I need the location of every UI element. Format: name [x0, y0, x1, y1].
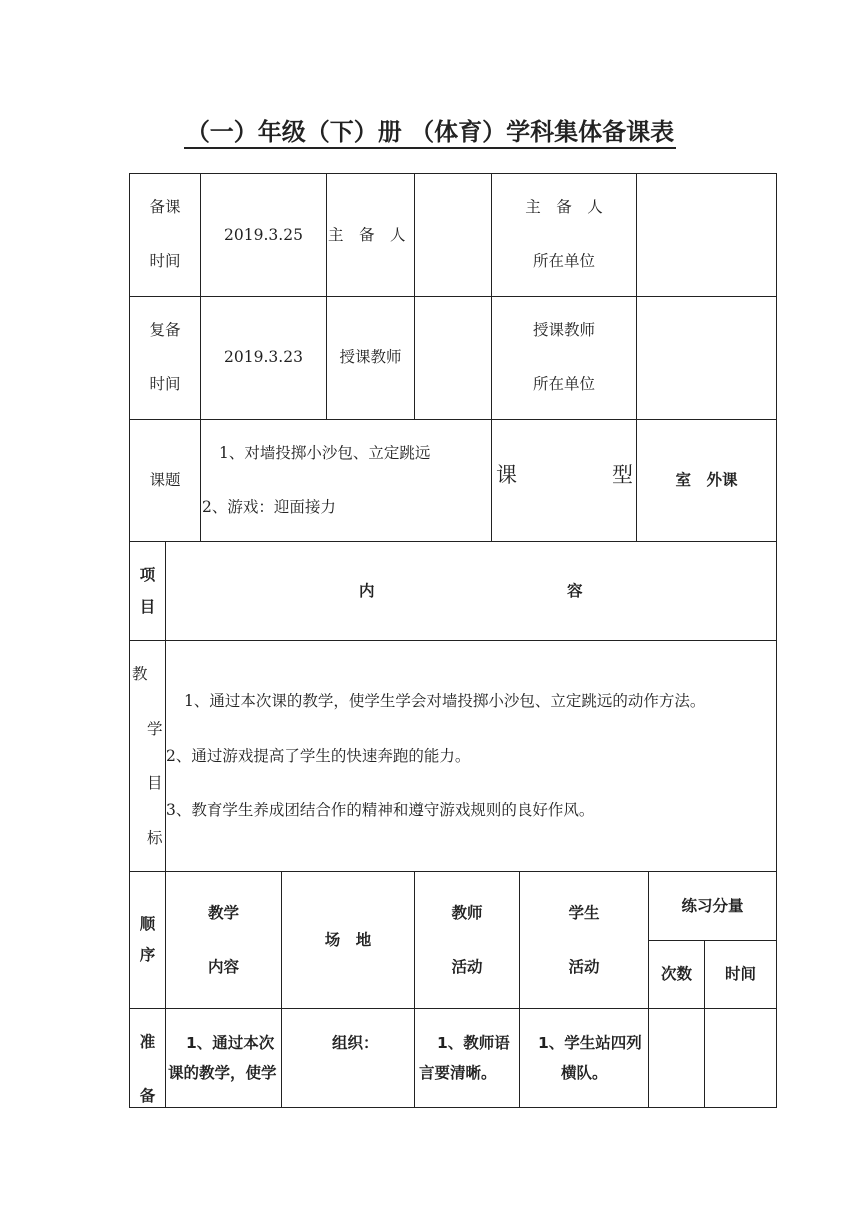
venue-header: 场 地 [324, 931, 372, 949]
student-activity-header: 学生 [568, 904, 600, 922]
type-value: 室 外课 [675, 471, 738, 489]
review-time-label-2: 时间 [149, 375, 181, 393]
goal-item-3: 3、教育学生养成团结合作的精神和遵守游戏规则的良好作风。 [166, 801, 595, 819]
order-label: 顺 [139, 915, 156, 933]
prep-content-line-2: 课的教学，使学 [168, 1064, 277, 1082]
prep-content-line-1: 1、通过本次 [186, 1034, 275, 1052]
prep-teacher-line-1: 1、教师语 [437, 1034, 510, 1052]
teacher-activity-header: 教师 [451, 904, 483, 922]
goal-item-2: 2、通过游戏提高了学生的快速奔跑的能力。 [166, 747, 471, 765]
goal-label-char-1: 教 [132, 665, 148, 683]
goal-item-1: 1、通过本次课的教学，使学生学会对墙投掷小沙包、立定跳远的动作方法。 [184, 692, 706, 710]
teacher-unit-label: 授课教师 [532, 321, 595, 339]
prep-student-line-2: 横队。 [561, 1064, 608, 1082]
review-time-label: 复备 [149, 321, 181, 339]
prep-time-label-2: 时间 [149, 252, 181, 270]
stage-label-2: 备 [139, 1087, 156, 1105]
item-label: 项 [139, 566, 156, 584]
student-activity-header-2: 活动 [568, 958, 600, 976]
topic-label: 课题 [149, 471, 181, 489]
teach-content-header: 教学 [207, 904, 239, 922]
lead-unit-label: 主 备 人 [525, 198, 603, 216]
teach-content-header-2: 内容 [207, 958, 239, 976]
duration-header: 时间 [724, 965, 756, 983]
type-label-2: 型 [612, 463, 633, 487]
stage-label: 准 [139, 1033, 156, 1051]
times-header: 次数 [660, 965, 692, 983]
topic-line-2: 2、游戏：迎面接力 [202, 498, 336, 516]
teacher-unit-label-2: 所在单位 [532, 375, 595, 393]
goal-label-char-3: 目 [147, 774, 163, 792]
prep-student-line-1: 1、学生站四列 [538, 1034, 642, 1052]
content-header: 内 [359, 582, 375, 600]
prep-teacher-line-2: 言要清晰。 [419, 1064, 497, 1082]
teacher-label: 授课教师 [339, 348, 402, 366]
goal-label-char-2: 学 [147, 720, 163, 738]
goal-label-char-4: 标 [147, 829, 163, 847]
teacher-activity-header-2: 活动 [451, 958, 483, 976]
review-time-value: 2019.3.23 [224, 348, 303, 366]
lead-unit-label-2: 所在单位 [532, 252, 595, 270]
prep-venue: 组织： [332, 1034, 379, 1052]
page-title: （一）年级（下）册 （体育）学科集体备课表 [0, 112, 860, 147]
prep-time-label: 备课 [149, 198, 181, 216]
lead-preparer-label: 主 备 人 [328, 226, 406, 244]
type-label: 课 [496, 463, 517, 487]
order-label-2: 序 [139, 946, 156, 964]
prep-time-value: 2019.3.25 [224, 226, 303, 244]
content-header-2: 容 [567, 582, 583, 600]
topic-line-1: 1、对墙投掷小沙包、立定跳远 [219, 444, 431, 462]
practice-amount-header: 练习分量 [681, 897, 744, 915]
item-label-2: 目 [139, 598, 156, 616]
